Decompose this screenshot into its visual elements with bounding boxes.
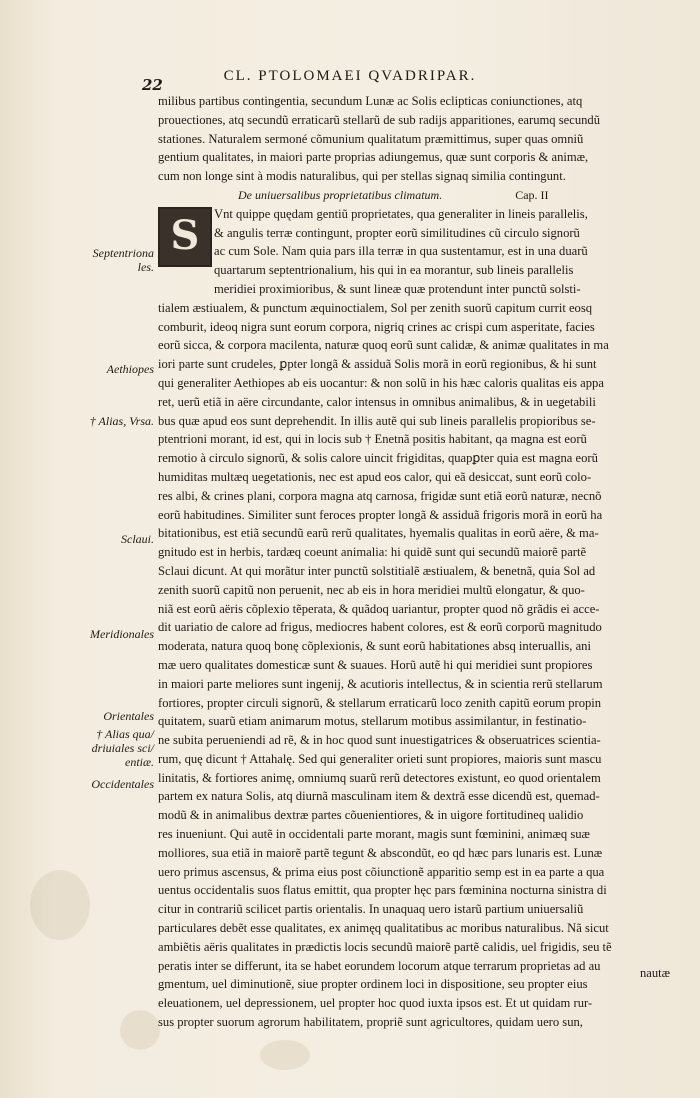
text-line: dit uariatio de calore ad frigus, mediocres habent colores, est & eorũ corporũ magnitudo — [158, 620, 602, 635]
text-line: linitatis, & fortiores animę, omniumq suarũ rerũ detectores existunt, eo quod orientalem — [158, 770, 601, 785]
text-line: quartarum septentrionalium, his qui in ea morantur, sub lineis parallelis — [214, 263, 574, 278]
chapter-title: De uniuersalibus proprietatibus climatum. — [238, 187, 443, 202]
margin-note: Meridionales — [90, 627, 154, 641]
text-line: cum non longe sint à modis naturalibus, qui per stellas signaq similia contingunt. — [158, 169, 566, 184]
paper-stain — [30, 870, 90, 940]
text-line: niã est eorũ aëris cõplexio tẽperata, & quãdoq uariantur, propter quod nõ grãdis ei acce- — [158, 601, 600, 616]
text-line: qui generaliter Aethiopes ab eis uocantur: & non solũ in his hæc caloris qualitas eis appa — [158, 375, 604, 390]
text-line: humiditas multæq uegetationis, nec est apud eos calor, qui eã desiccat, sunt eorũ colo- — [158, 469, 592, 484]
text-line: remotio à circulo signorũ, & solis calore uincit frigiditas, quapꝑter quia est magna eorũ — [158, 451, 598, 466]
text-line: gnitudo est in herbis, tardæq coeunt animalia: hi quidẽ sunt qui secundũ maiorẽ partẽ — [158, 545, 587, 560]
text-line: in maiori parte meliores sunt ingenij, & acutioris intellectus, & in scientia rerũ stellarum — [158, 676, 603, 691]
text-line: res albi, & crines plani, corpora magna atq carnosa, frigidæ sunt etiã eorũ naturæ, necnõ — [158, 488, 602, 503]
folio-number: 22 — [142, 76, 163, 94]
margin-note: Septentriona les. — [92, 246, 154, 274]
text-line: comburit, ideoq nigra sunt eorum corpora, nigriq crines ac crispi cum asperitate, facies — [158, 319, 595, 334]
text-line: gmentum, uel diminutionẽ, siue propter ordinem loci in dispositione, seu propter eius — [158, 977, 588, 992]
text-line: iori parte sunt crudeles, ꝑpter longã & assiduã Solis morã in eorũ regionibus, & hi sunt — [158, 357, 597, 372]
body-text — [158, 92, 678, 1032]
text-line: tialem æstiualem, & punctum æquinoctialem, Sol per zenith suorũ capitum currit eosq — [158, 300, 593, 315]
text-line: quitatem, suarũ etiam animarum motus, stellarum motibus assimilantur, in festinatio- — [158, 714, 587, 729]
text-line: ne subita perueniendi ad rẽ, & in hoc quod sunt inuestigatrices & obseruatrices scientia- — [158, 733, 601, 748]
text-line: eorũ sicca, & corpora macilenta, naturæ quoq eorũ sunt calidæ, & animæ qualitates in ma — [158, 338, 609, 353]
margin-note: Orientales — [103, 709, 154, 723]
text-line: sus propter suorum agrorum habilitatem, propriẽ sunt agricultores, quidam uero sun, — [158, 1015, 583, 1030]
margin-note: † Alias qua/ driuiales sci/ entiæ. — [91, 727, 154, 769]
text-line: gentium qualitates, in maiori parte proprias adiungemus, quæ sunt corporis & animæ, — [158, 150, 589, 165]
decorated-initial-letter: S — [170, 212, 200, 260]
text-line: fortiores, propter circuli signorũ, & stellarum erraticarũ loco zenith capitũ eorum propin — [158, 695, 602, 710]
paper-stain — [260, 1040, 310, 1070]
text-line: uero primus ascensus, & prima eius post cõiunctionẽ apparitio semp est in ea parte a qua — [158, 864, 605, 879]
text-block — [158, 299, 678, 1032]
text-line: ptentrioni morant, id est, qui in locis sub † Enetnã positis habitant, qa magna est eorũ — [158, 432, 587, 447]
margin-note: Sclaui. — [121, 532, 154, 546]
text-line: stationes. Naturalem sermoné cõmunium qualitatum præmittimus, super quas omniũ — [158, 131, 584, 146]
text-line: rum, quę dicunt † Attahalę. Sed qui generaliter orieti sunt propiores, maioris sunt mascu — [158, 751, 602, 766]
text-line: citur in contrariũ scilicet partis orientalis. In unaquaq uero istarũ partium uniuersaliũ — [158, 902, 584, 917]
catchword: nautæ — [640, 966, 671, 980]
text-line: moderata, natura quoq bonę cõplexionis, & sunt eorũ habitationes absq interuallis, ani — [158, 639, 591, 654]
text-line: ambiẽtis aëris qualitates in prædictis locis secundũ maiorẽ partẽ calidis, uel frigidis, seu tẽ — [158, 939, 612, 954]
text-line: eorũ habitudines. Similiter sunt feroces propter longã & assiduã frigoris morã in eorũ ha — [158, 507, 603, 522]
text-line: ret, uerũ etiã in aëre circundante, calor intensus in omnibus animalibus, & in uegetabili — [158, 394, 596, 409]
margin-note: Occidentales — [91, 777, 154, 791]
margin-note: † Alias, Vrsa. — [89, 414, 154, 428]
text-line: mæ uero qualitates domesticæ sunt & suaues. Horũ autẽ hi qui meridiei sunt propiores — [158, 657, 593, 672]
chapter-heading — [158, 186, 678, 205]
decorated-initial — [158, 207, 212, 267]
text-line: partem ex natura Solis, atq diurnã masculinam item & dextrã esse dicendũ est, quemad- — [158, 789, 600, 804]
paper-stain — [120, 1010, 160, 1050]
text-line: Vnt quippe quędam gentiũ proprietates, qua generaliter in lineis parallelis, — [214, 206, 588, 221]
text-line: milibus partibus contingentia, secundum Lunæ ac Solis eclipticas coniunctiones, atq — [158, 94, 583, 108]
text-line: eleuationem, uel depressionem, uel propter hoc quod iuxta ipsos est. Et ut quidam rur- — [158, 996, 593, 1011]
text-line: zenith suorũ capitũ non peruenit, nec ab eis in hora meridiei multũ elongatur, & quo- — [158, 582, 585, 597]
text-line: meridiei proximioribus, & sunt lineæ quæ protendunt inter punctũ solsti- — [214, 281, 581, 296]
text-line: bus quæ apud eos sunt deprehendit. In illis autẽ qui sub lineis parallelis propioribus se- — [158, 413, 596, 428]
text-line: modũ & in animalibus dextræ partes cõuenientiores, & in uigore fortitudineq ualidio — [158, 808, 584, 823]
text-line: ac cum Sole. Nam quia pars illa terræ in qua sustentamur, est in una duarũ — [214, 244, 588, 259]
margin-note: Aethiopes — [106, 362, 154, 376]
text-line: res inueniunt. Qui autẽ in occidentali parte morant, magis sunt fœminini, animæq suæ — [158, 827, 590, 842]
text-line: prouectiones, atq secundũ erraticarũ stellarũ de sub radijs apparitiones, earumq secundũ — [158, 112, 601, 127]
text-line: bitationibus, est etiã secundũ earũ rerũ qualitates, hyemalis qualitas in eorũ aëre, & ma- — [158, 526, 599, 541]
text-line: & angulis terræ contingunt, propter eorũ similitudines cũ circulo signorũ — [214, 225, 580, 240]
running-head: CL. PTOLOMAEI QVADRIPAR. — [223, 68, 477, 84]
text-line: Sclaui dicunt. At qui morãtur inter punctũ solstitialẽ æstiualem, & benetnã, quia Sol ad — [158, 563, 596, 578]
chapter-number: Cap. II — [515, 187, 549, 202]
dropcap-paragraph — [158, 205, 678, 299]
text-line: peratis inter se differunt, ita se habet eorundem locorum atque terrarum proprietas ad au — [158, 958, 601, 973]
text-line: uentus occidentalis suos flatus emittit, qua propter hęc pars fœminina nocturna sinistra di — [158, 883, 607, 898]
text-line: particulares debẽt esse qualitates, ex animęq qualitatibus ac moribus naturalibus. Nã sicut — [158, 921, 609, 936]
text-line: molliores, sua etiã in maiorẽ partẽ tegunt & abscondũt, eo qd hæc pars lunaris est. Lunæ — [158, 845, 603, 860]
